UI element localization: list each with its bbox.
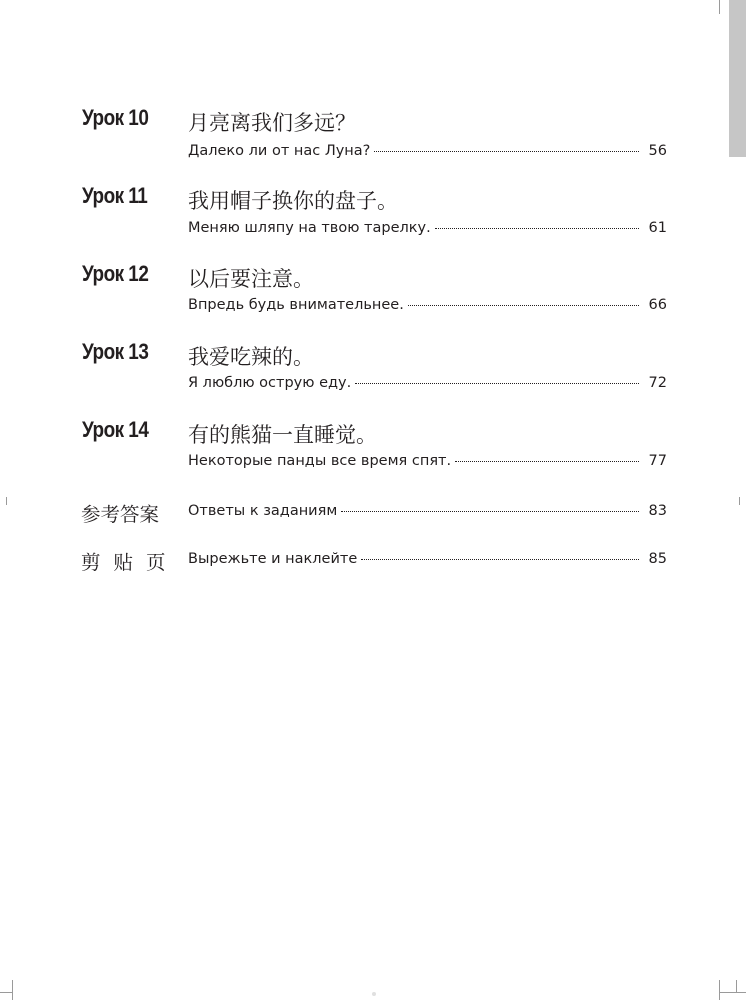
answers-section-label: 参考答案 bbox=[81, 503, 160, 526]
lesson-label: Урок 11 bbox=[82, 183, 148, 208]
dot-leader bbox=[361, 559, 639, 560]
toc-entry[interactable] bbox=[188, 375, 667, 397]
dot-leader bbox=[341, 511, 639, 512]
dot-leader bbox=[408, 305, 639, 306]
lesson-label: Урок 13 bbox=[82, 339, 149, 364]
lesson-title-russian: Я люблю острую еду. bbox=[188, 375, 352, 391]
lesson-title-russian: Некоторые панды все время спят. bbox=[188, 453, 452, 469]
page-number: 61 bbox=[648, 220, 667, 236]
lesson-title-chinese: 我爱吃辣的。 bbox=[188, 345, 314, 369]
lesson-label: Урок 12 bbox=[82, 261, 149, 286]
cutout-section-label: 剪贴页 bbox=[81, 551, 179, 574]
lesson-title-chinese: 月亮离我们多远？ bbox=[188, 111, 356, 135]
lesson-title-russian: Меняю шляпу на твою тарелку. bbox=[188, 220, 431, 236]
toc-entry[interactable] bbox=[188, 297, 667, 319]
cutout-title-russian: Вырежьте и наклейте bbox=[188, 551, 358, 567]
toc-entry[interactable] bbox=[188, 453, 667, 475]
page-number: 72 bbox=[648, 375, 667, 391]
page-number: 66 bbox=[648, 297, 667, 313]
lesson-label: Урок 10 bbox=[82, 105, 149, 130]
page-number: 56 bbox=[648, 143, 667, 159]
answers-title-russian: Ответы к заданиям bbox=[188, 503, 338, 519]
dot-leader bbox=[374, 151, 639, 152]
lesson-title-chinese: 以后要注意。 bbox=[188, 267, 314, 291]
lesson-title-russian: Впредь будь внимательнее. bbox=[188, 297, 404, 313]
lesson-title-chinese: 有的熊猫一直睡觉。 bbox=[188, 423, 377, 447]
toc-entry[interactable] bbox=[188, 551, 667, 573]
toc-entry[interactable] bbox=[188, 143, 667, 165]
lesson-title-russian: Далеко ли от нас Луна? bbox=[188, 143, 371, 159]
page-number: 77 bbox=[648, 453, 667, 469]
dot-leader bbox=[455, 461, 639, 462]
lesson-title-chinese: 我用帽子换你的盘子。 bbox=[188, 189, 398, 213]
dot-leader bbox=[355, 383, 639, 384]
dot-leader bbox=[435, 228, 639, 229]
page-number: 85 bbox=[648, 551, 667, 567]
lesson-label: Урок 14 bbox=[82, 417, 149, 442]
toc-entry[interactable] bbox=[188, 220, 667, 242]
page-number: 83 bbox=[648, 503, 667, 519]
toc-entry[interactable] bbox=[188, 503, 667, 525]
print-registration-dot bbox=[372, 992, 376, 996]
